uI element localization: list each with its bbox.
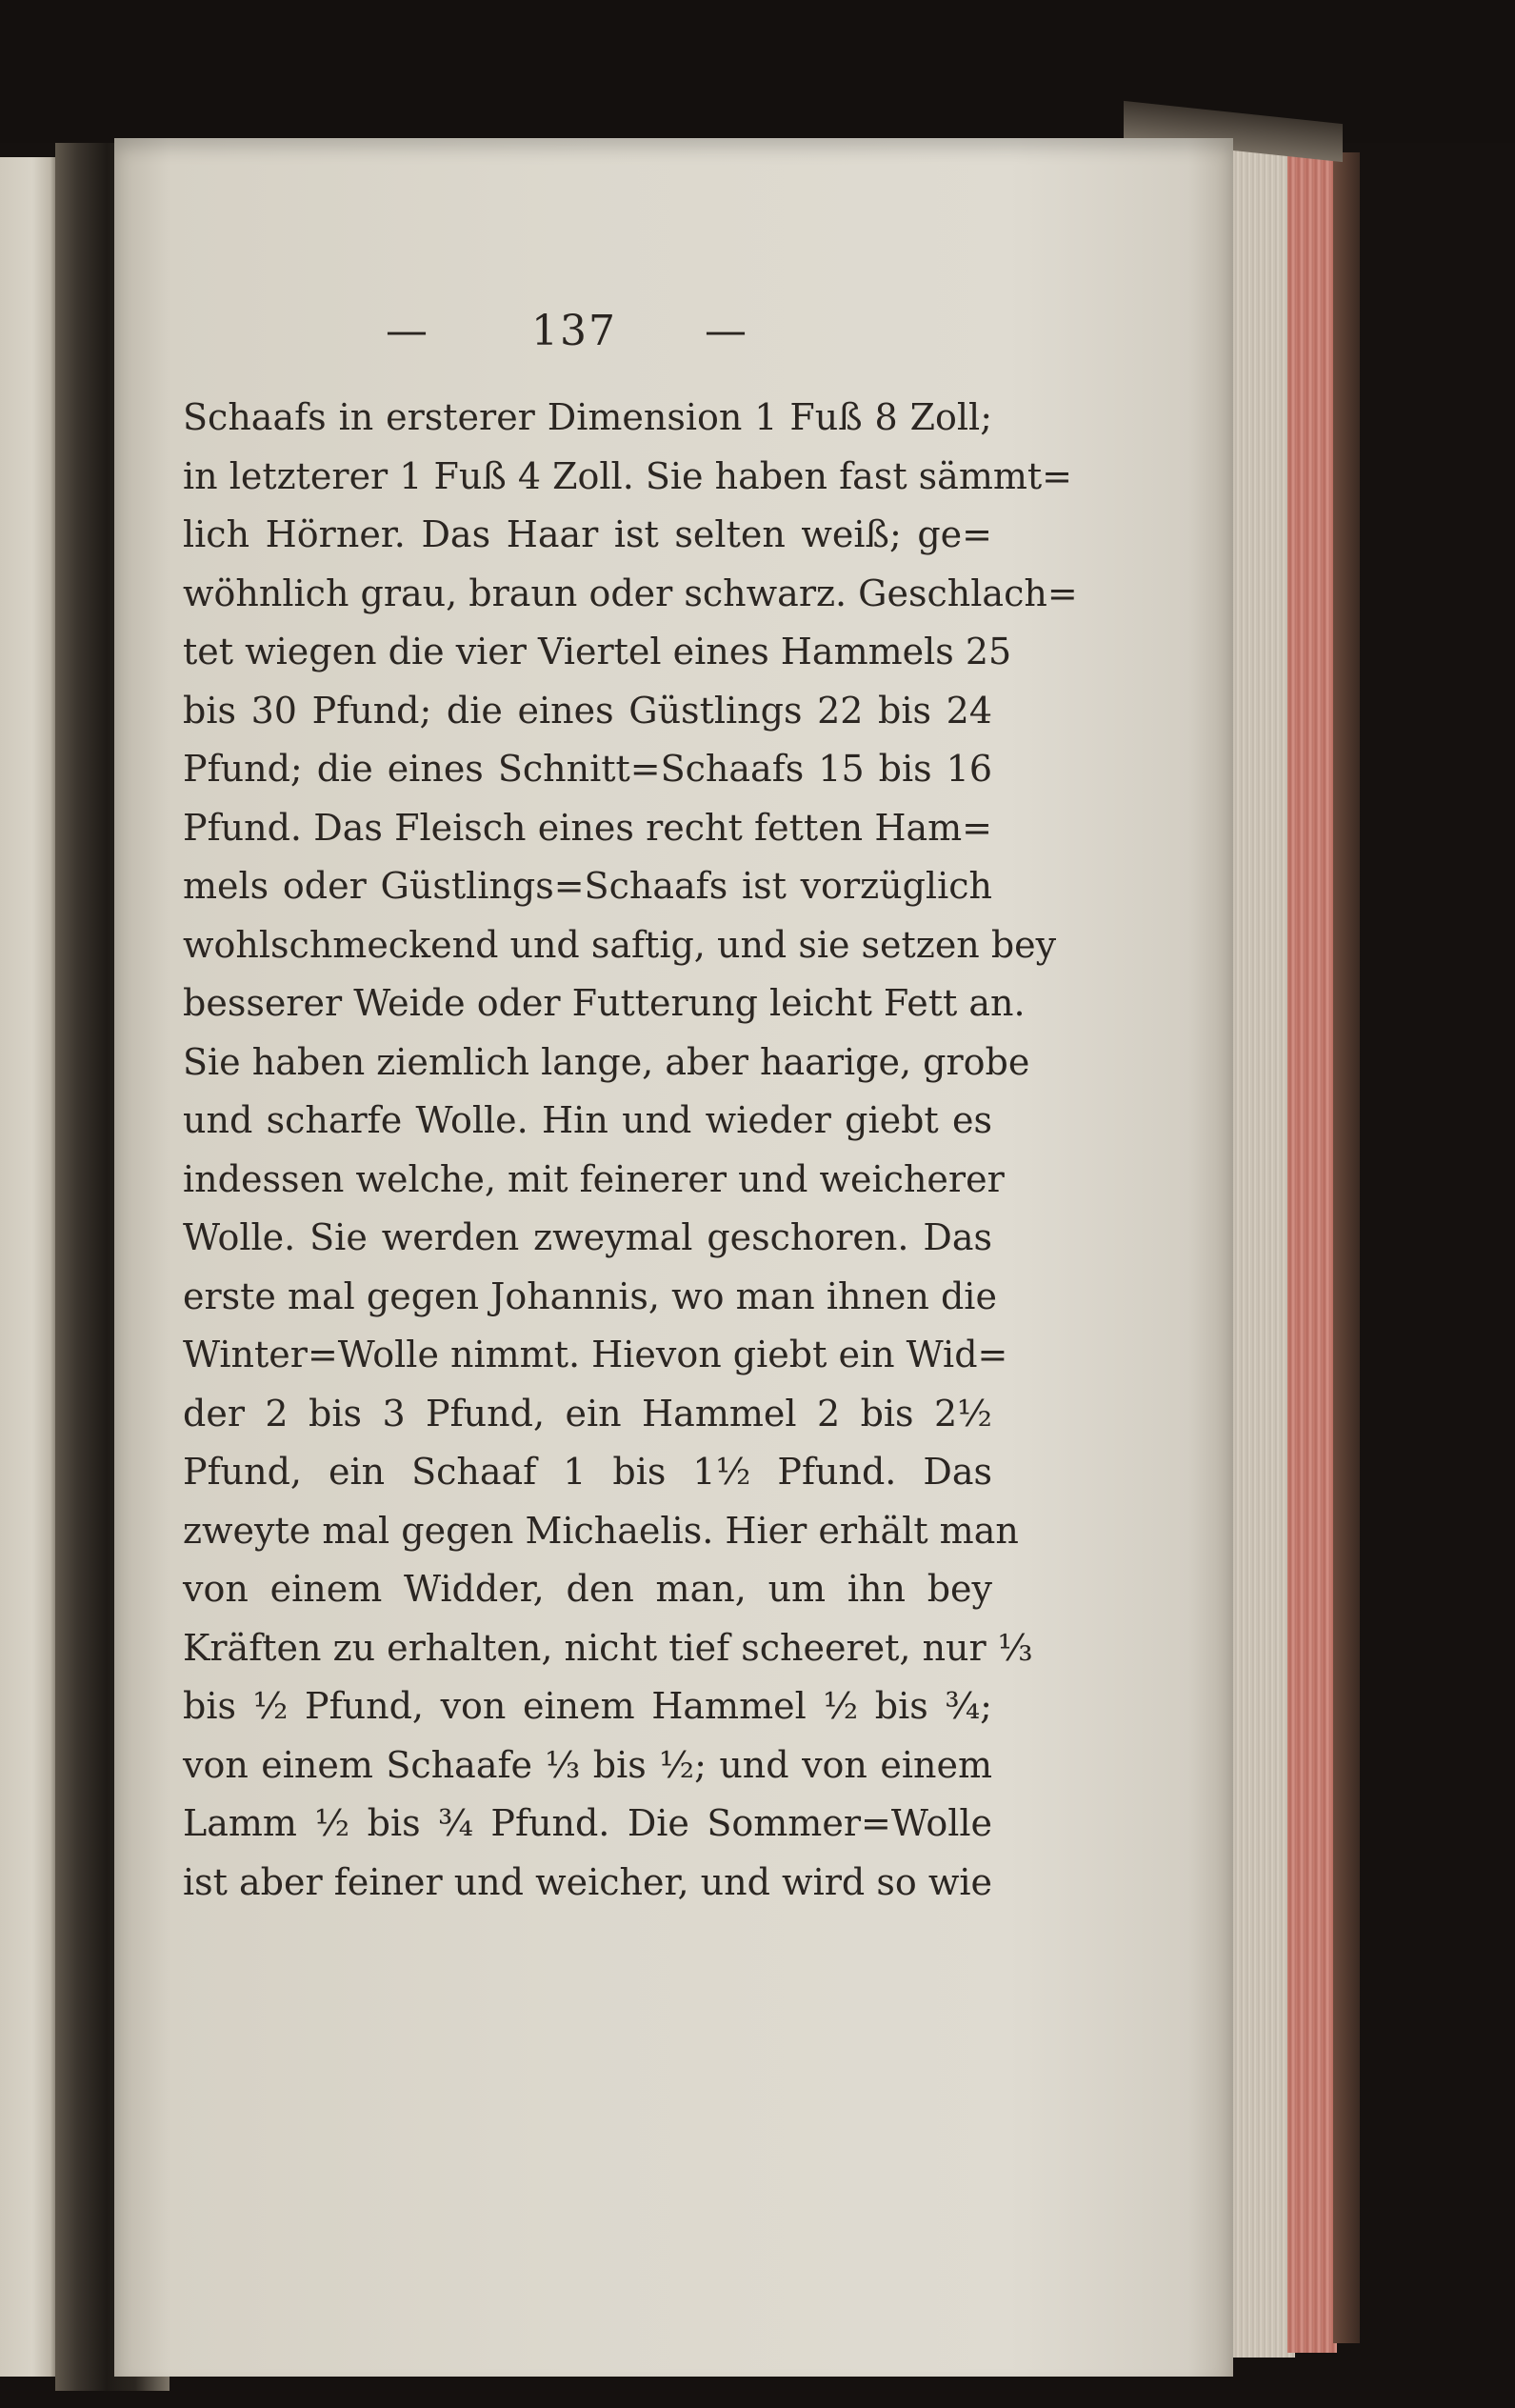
text-line: lich Hörner. Das Haar ist selten weiß; ge= — [183, 513, 992, 555]
text-line: Pfund; die eines Schnitt=Schaafs 15 bis 16 — [183, 748, 992, 790]
text-line: Kräften zu erhalten, nicht tief scheeret, nur ⅓ — [183, 1626, 1033, 1669]
text-line: besserer Weide oder Futterung leicht Fett an. — [183, 982, 1026, 1024]
book-cover-edge — [1333, 152, 1360, 2343]
previous-page-edge — [0, 157, 59, 2377]
text-line: von einem Schaafe ⅓ bis ½; und von einem — [183, 1743, 992, 1786]
text-line: ist aber feiner und weicher, und wird so wie — [183, 1860, 992, 1903]
body-text — [183, 389, 1078, 1912]
page-number: 137 — [531, 307, 617, 355]
text-line: Winter=Wolle nimmt. Hievon giebt ein Wid= — [183, 1334, 1008, 1375]
text-line: Lamm ½ bis ¾ Pfund. Die Sommer=Wolle — [183, 1802, 992, 1844]
header-dash-right: — — [705, 307, 747, 355]
text-line: von einem Widder, den man, um ihn bey — [183, 1568, 992, 1610]
text-line: Sie haben ziemlich lange, aber haarige, grobe — [183, 1040, 1030, 1083]
stacked-page-edges — [1228, 138, 1295, 2358]
text-line: Pfund. Das Fleisch eines recht fetten Ham= — [183, 806, 992, 849]
text-line: bis 30 Pfund; die eines Güstlings 22 bis 24 — [183, 689, 992, 732]
text-line: erste mal gegen Johannis, wo man ihnen die — [183, 1274, 997, 1317]
text-line: wohlschmeckend und saftig, und sie setzen bey — [183, 923, 1057, 966]
text-line: Schaafs in ersterer Dimension 1 Fuß 8 Zoll; — [183, 396, 992, 438]
red-page-edge — [1287, 143, 1337, 2353]
text-line: und scharfe Wolle. Hin und wieder giebt es — [183, 1099, 992, 1141]
text-line: indessen welche, mit feinerer und weicherer — [183, 1157, 1005, 1200]
page-header — [381, 307, 781, 373]
text-line: der 2 bis 3 Pfund, ein Hammel 2 bis 2½ — [183, 1392, 992, 1435]
text-line: Wolle. Sie werden zweymal geschoren. Das — [183, 1216, 992, 1258]
text-line: zweyte mal gegen Michaelis. Hier erhält man — [183, 1509, 1019, 1552]
text-line: wöhnlich grau, braun oder schwarz. Geschlach= — [183, 572, 1078, 614]
header-dash-left: — — [386, 307, 428, 355]
text-line: in letzterer 1 Fuß 4 Zoll. Sie haben fast sämmt= — [183, 454, 1073, 497]
text-line: bis ½ Pfund, von einem Hammel ½ bis ¾; — [183, 1685, 992, 1727]
text-line: mels oder Güstlings=Schaafs ist vorzüglich — [183, 865, 992, 907]
text-line: tet wiegen die vier Viertel eines Hammels 25 — [183, 631, 1012, 672]
text-line: Pfund, ein Schaaf 1 bis 1½ Pfund. Das — [183, 1451, 992, 1493]
